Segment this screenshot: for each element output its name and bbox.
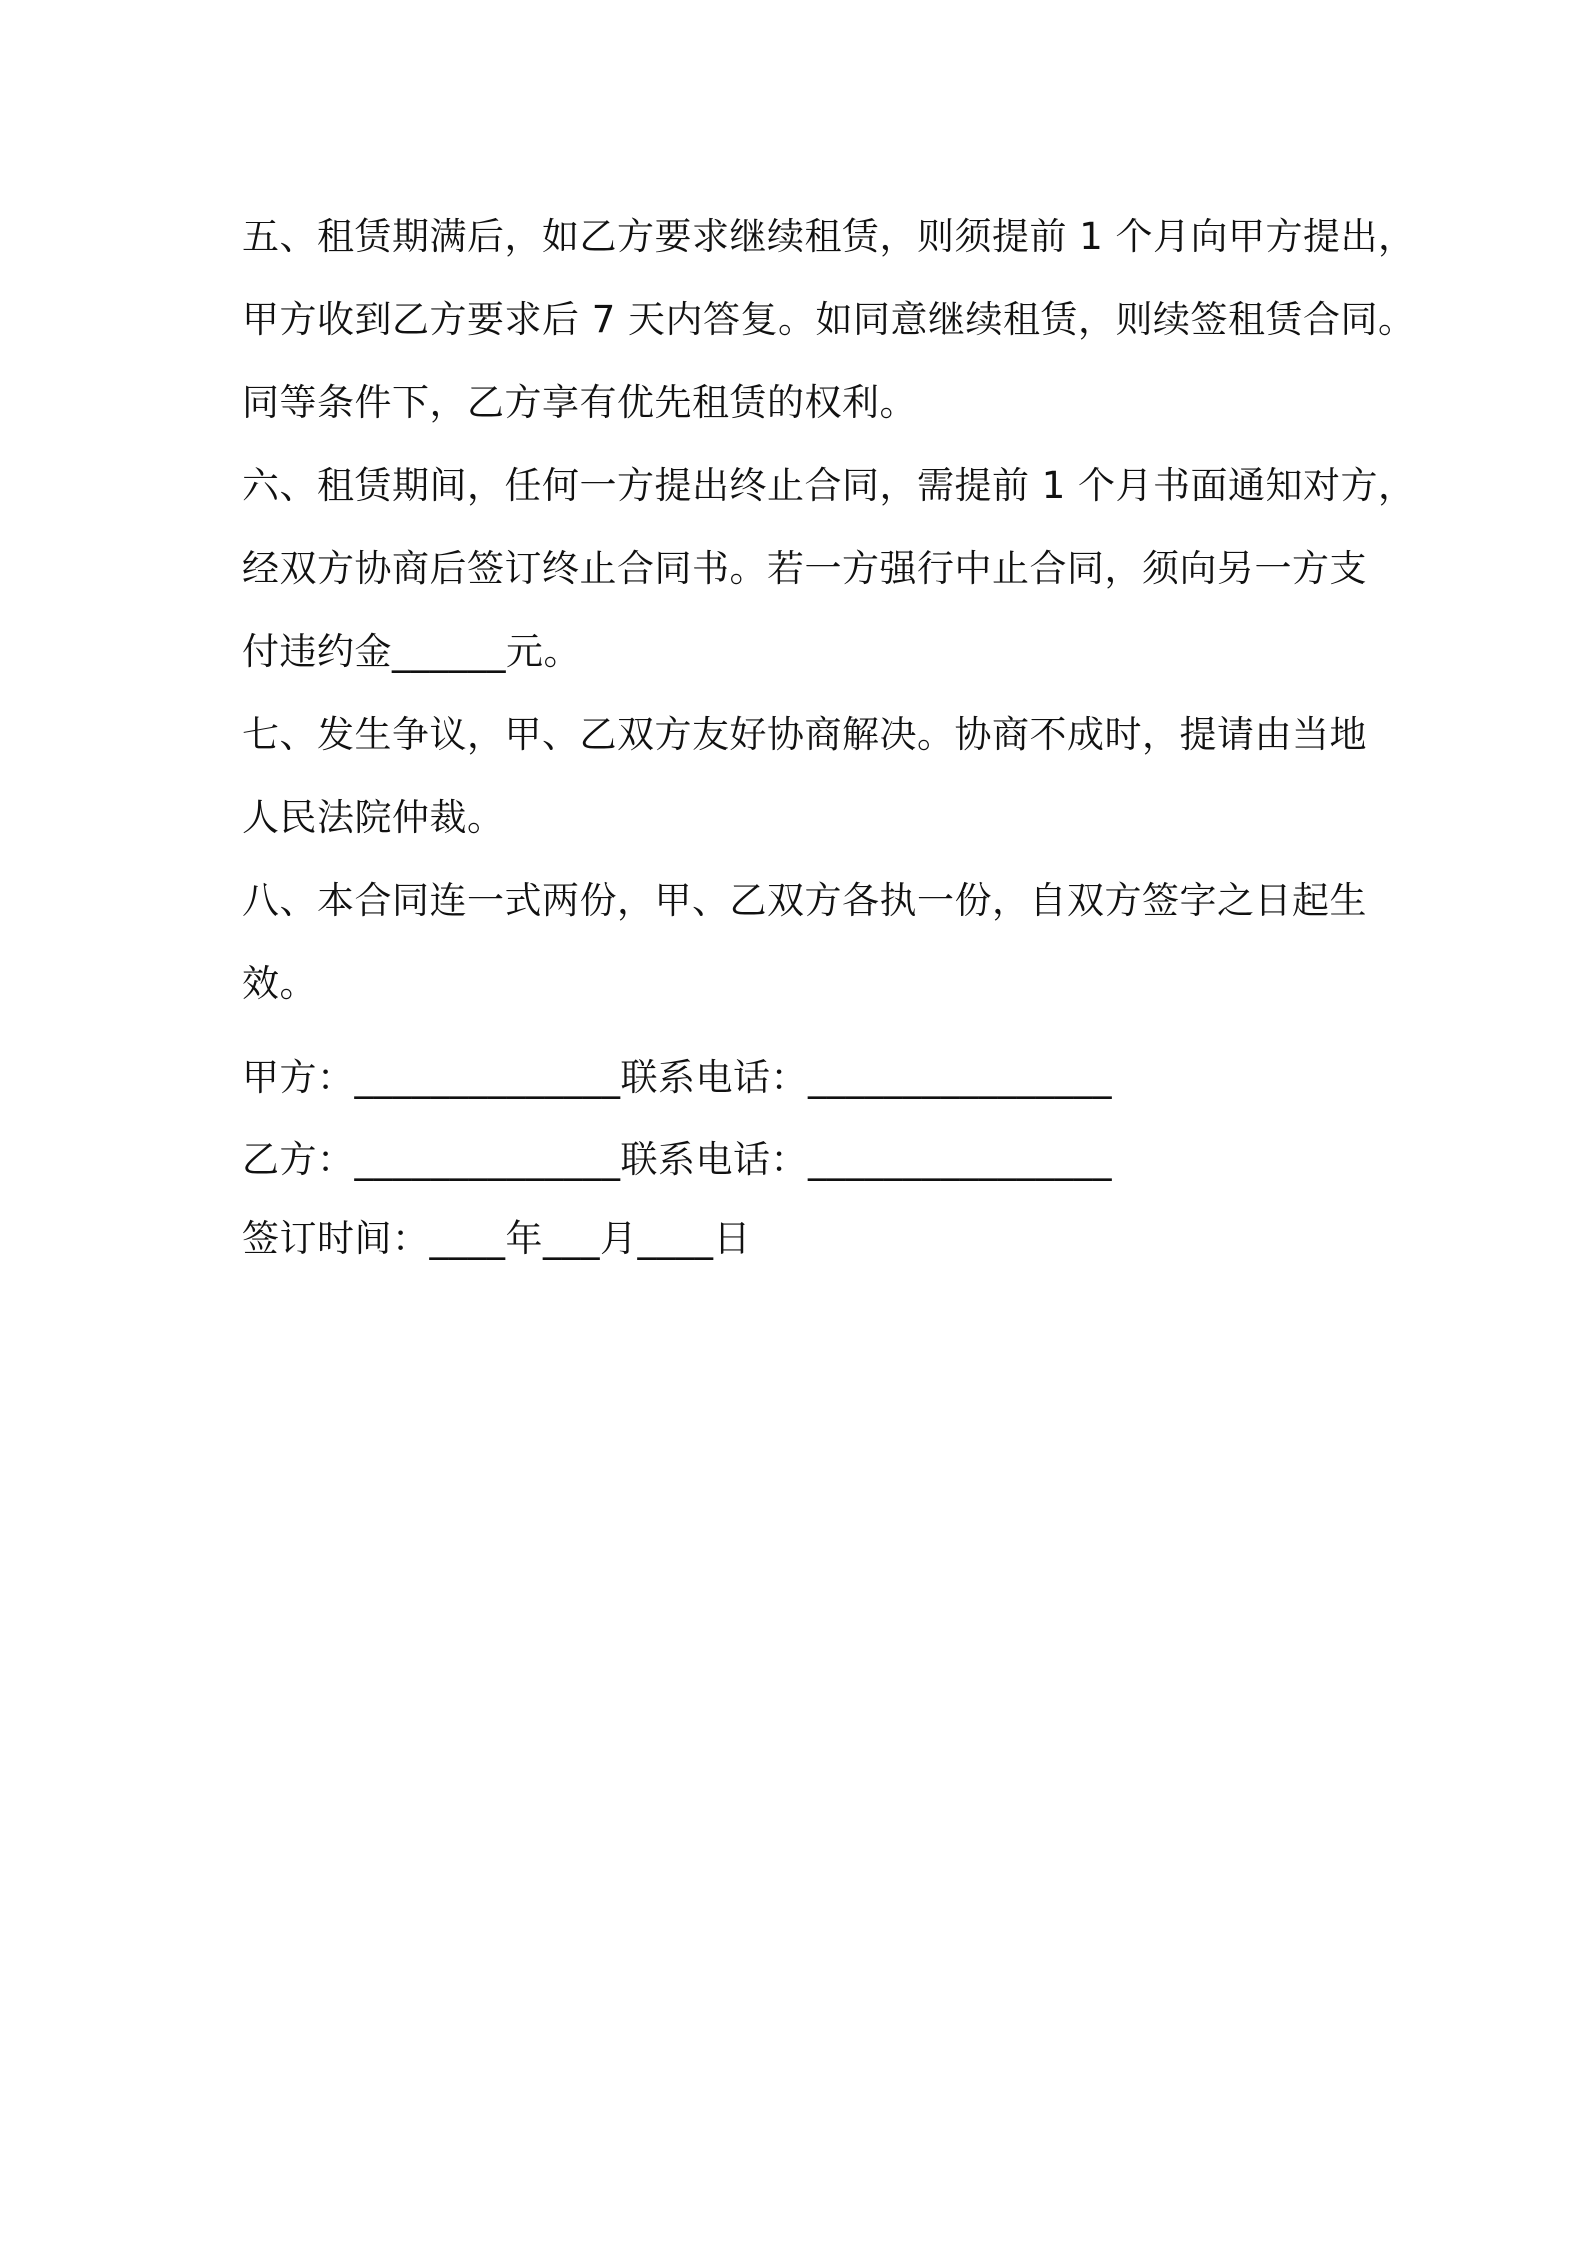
clause-line: 七、发生争议，甲、乙双方友好协商解决。协商不成时，提请由当地 xyxy=(242,713,1367,756)
clause-line: 同等条件下，乙方享有优先租赁的权利。 xyxy=(242,381,917,424)
clause-six xyxy=(242,444,1416,693)
clause-eight xyxy=(242,859,1367,1025)
clause-line: 付违约金______元。 xyxy=(242,630,581,673)
clause-five xyxy=(242,195,1416,444)
party-a-signature-line: 甲方：______________联系电话：________________ xyxy=(242,1056,1112,1099)
party-b-signature-line: 乙方：______________联系电话：________________ xyxy=(242,1138,1112,1181)
clause-line: 经双方协商后签订终止合同书。若一方强行中止合同，须向另一方支 xyxy=(242,547,1367,590)
clause-line: 五、租赁期满后，如乙方要求继续租赁，则须提前 1 个月向甲方提出， xyxy=(242,215,1416,258)
sign-date-line: 签订时间：____年___月____日 xyxy=(242,1217,751,1260)
clause-line: 六、租赁期间，任何一方提出终止合同，需提前 1 个月书面通知对方， xyxy=(242,464,1416,507)
clause-line: 甲方收到乙方要求后 7 天内答复。如同意继续租赁，则续签租赁合同。 xyxy=(242,298,1416,341)
clause-line: 八、本合同连一式两份，甲、乙双方各执一份，自双方签字之日起生 xyxy=(242,879,1367,922)
clause-line: 效。 xyxy=(242,962,317,1005)
clause-line: 人民法院仲裁。 xyxy=(242,796,505,839)
clause-seven xyxy=(242,693,1367,859)
contract-body xyxy=(242,195,1416,1025)
